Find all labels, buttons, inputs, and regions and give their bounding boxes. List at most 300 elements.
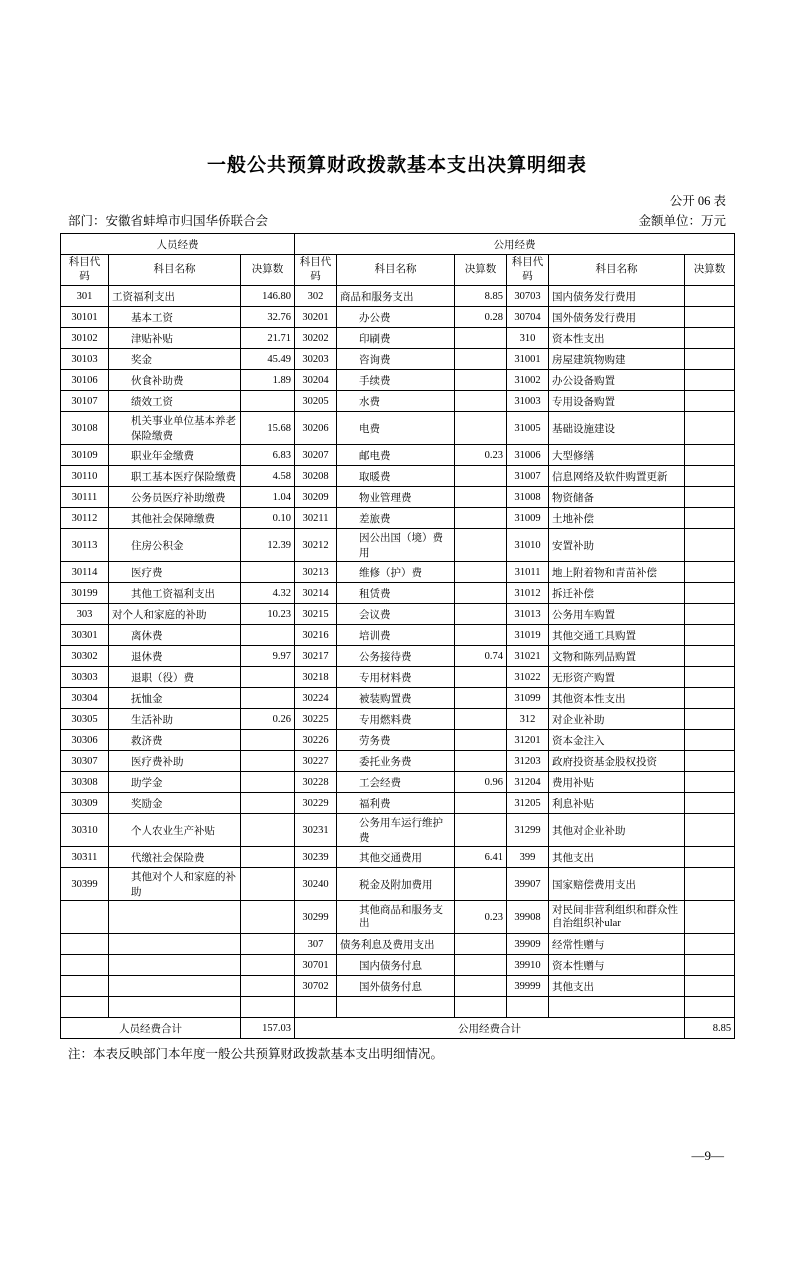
cell-final-value	[455, 583, 507, 604]
cell-subject-name: 其他工资福利支出	[109, 583, 241, 604]
cell-code: 30114	[61, 562, 109, 583]
cell-subject-name	[337, 997, 455, 1018]
cell-code: 30310	[61, 814, 109, 847]
group-header-public: 公用经费	[295, 234, 735, 255]
cell-code: 31011	[507, 562, 549, 583]
cell-code: 39910	[507, 955, 549, 976]
cell-final-value	[455, 487, 507, 508]
cell-code: 30103	[61, 349, 109, 370]
cell-subject-name: 房屋建筑物购建	[549, 349, 685, 370]
cell-final-value	[455, 604, 507, 625]
budget-table	[60, 233, 735, 1039]
cell-code: 31205	[507, 793, 549, 814]
cell-code: 307	[295, 934, 337, 955]
cell-final-value	[685, 847, 735, 868]
group-header-row	[61, 234, 735, 255]
cell-code: 30205	[295, 391, 337, 412]
cell-code	[61, 955, 109, 976]
cell-code: 30101	[61, 307, 109, 328]
cell-subject-name: 租赁费	[337, 583, 455, 604]
cell-code: 31204	[507, 772, 549, 793]
cell-subject-name: 债务利息及费用支出	[337, 934, 455, 955]
cell-final-value	[455, 391, 507, 412]
cell-final-value: 1.04	[241, 487, 295, 508]
cell-code	[507, 997, 549, 1018]
cell-subject-name: 机关事业单位基本养老保险缴费	[109, 412, 241, 445]
table-row	[61, 604, 735, 625]
header-code-3: 科目代码	[507, 255, 549, 286]
cell-final-value	[455, 562, 507, 583]
table-row	[61, 562, 735, 583]
cell-subject-name: 会议费	[337, 604, 455, 625]
cell-subject-name: 专用设备购置	[549, 391, 685, 412]
cell-final-value	[685, 529, 735, 562]
cell-subject-name: 劳务费	[337, 730, 455, 751]
cell-subject-name: 办公费	[337, 307, 455, 328]
cell-code: 30216	[295, 625, 337, 646]
cell-subject-name: 职工基本医疗保险缴费	[109, 466, 241, 487]
cell-code: 39907	[507, 868, 549, 901]
cell-subject-name: 信息网络及软件购置更新	[549, 466, 685, 487]
cell-final-value	[685, 286, 735, 307]
cell-code: 30111	[61, 487, 109, 508]
cell-subject-name: 退职（役）费	[109, 667, 241, 688]
table-row	[61, 709, 735, 730]
cell-final-value	[455, 328, 507, 349]
cell-code: 30309	[61, 793, 109, 814]
page-number: —9—	[691, 1148, 724, 1163]
cell-final-value	[685, 814, 735, 847]
cell-subject-name: 印刷费	[337, 328, 455, 349]
table-row	[61, 625, 735, 646]
table-row	[61, 997, 735, 1018]
cell-code: 30228	[295, 772, 337, 793]
cell-subject-name: 资本性支出	[549, 328, 685, 349]
cell-code: 30199	[61, 583, 109, 604]
cell-subject-name	[109, 901, 241, 934]
cell-code	[295, 997, 337, 1018]
cell-code: 30704	[507, 307, 549, 328]
cell-final-value	[685, 508, 735, 529]
cell-code: 30702	[295, 976, 337, 997]
cell-code: 312	[507, 709, 549, 730]
table-row	[61, 976, 735, 997]
table-row	[61, 370, 735, 391]
cell-subject-name: 税金及附加费用	[337, 868, 455, 901]
cell-final-value	[685, 868, 735, 901]
cell-final-value	[685, 328, 735, 349]
table-row	[61, 646, 735, 667]
department-line: 部门：安徽省蚌埠市归国华侨联合会	[68, 214, 269, 228]
cell-code: 39909	[507, 934, 549, 955]
cell-final-value	[685, 646, 735, 667]
table-row	[61, 793, 735, 814]
cell-subject-name: 资本性赠与	[549, 955, 685, 976]
cell-subject-name: 委托业务费	[337, 751, 455, 772]
header-name-3: 科目名称	[549, 255, 685, 286]
cell-final-value	[241, 901, 295, 934]
cell-code: 30107	[61, 391, 109, 412]
cell-subject-name: 奖金	[109, 349, 241, 370]
cell-final-value	[685, 625, 735, 646]
cell-code: 310	[507, 328, 549, 349]
cell-subject-name: 个人农业生产补贴	[109, 814, 241, 847]
cell-final-value: 0.74	[455, 646, 507, 667]
cell-subject-name: 资本金注入	[549, 730, 685, 751]
cell-code: 30208	[295, 466, 337, 487]
table-row	[61, 328, 735, 349]
cell-code	[61, 934, 109, 955]
cell-subject-name: 专用材料费	[337, 667, 455, 688]
cell-subject-name: 国外债务发行费用	[549, 307, 685, 328]
cell-final-value	[685, 934, 735, 955]
table-row	[61, 667, 735, 688]
cell-subject-name: 取暖费	[337, 466, 455, 487]
cell-subject-name: 邮电费	[337, 445, 455, 466]
page-title: 一般公共预算财政拨款基本支出决算明细表	[206, 155, 587, 176]
cell-subject-name: 离休费	[109, 625, 241, 646]
cell-subject-name: 大型修缮	[549, 445, 685, 466]
table-row	[61, 391, 735, 412]
table-row	[61, 772, 735, 793]
cell-code	[61, 976, 109, 997]
cell-code: 30209	[295, 487, 337, 508]
cell-subject-name: 政府投资基金股权投资	[549, 751, 685, 772]
cell-code: 30305	[61, 709, 109, 730]
cell-code: 30202	[295, 328, 337, 349]
cell-subject-name: 对民间非营利组织和群众性自治组织补ular	[549, 901, 685, 934]
cell-subject-name: 地上附着物和青苗补偿	[549, 562, 685, 583]
cell-subject-name: 工会经费	[337, 772, 455, 793]
cell-final-value	[685, 730, 735, 751]
header-name-2: 科目名称	[337, 255, 455, 286]
cell-final-value	[241, 868, 295, 901]
cell-subject-name: 国家赔偿费用支出	[549, 868, 685, 901]
cell-code: 30226	[295, 730, 337, 751]
cell-subject-name: 国内债务付息	[337, 955, 455, 976]
cell-code: 39908	[507, 901, 549, 934]
cell-subject-name: 手续费	[337, 370, 455, 391]
header-name-1: 科目名称	[109, 255, 241, 286]
cell-final-value: 1.89	[241, 370, 295, 391]
cell-final-value	[685, 391, 735, 412]
cell-code: 30703	[507, 286, 549, 307]
table-row	[61, 751, 735, 772]
cell-subject-name: 代缴社会保险费	[109, 847, 241, 868]
cell-subject-name: 对企业补助	[549, 709, 685, 730]
cell-code: 30203	[295, 349, 337, 370]
cell-final-value: 6.41	[455, 847, 507, 868]
public-number: 公开 06 表	[669, 194, 726, 208]
cell-final-value	[685, 349, 735, 370]
cell-code: 31299	[507, 814, 549, 847]
cell-code: 30240	[295, 868, 337, 901]
cell-subject-name: 工资福利支出	[109, 286, 241, 307]
cell-final-value	[241, 562, 295, 583]
cell-code	[61, 997, 109, 1018]
cell-subject-name: 其他支出	[549, 847, 685, 868]
cell-code: 303	[61, 604, 109, 625]
table-row	[61, 934, 735, 955]
cell-code: 31007	[507, 466, 549, 487]
cell-code: 30302	[61, 646, 109, 667]
cell-code: 30204	[295, 370, 337, 391]
cell-code: 31009	[507, 508, 549, 529]
cell-subject-name: 公务员医疗补助缴费	[109, 487, 241, 508]
cell-final-value	[685, 955, 735, 976]
cell-code: 31013	[507, 604, 549, 625]
cell-code: 302	[295, 286, 337, 307]
cell-subject-name: 奖励金	[109, 793, 241, 814]
cell-subject-name: 被装购置费	[337, 688, 455, 709]
cell-final-value	[241, 667, 295, 688]
cell-final-value: 6.83	[241, 445, 295, 466]
cell-final-value	[685, 901, 735, 934]
cell-code: 30224	[295, 688, 337, 709]
cell-final-value: 146.80	[241, 286, 295, 307]
cell-subject-name: 其他资本性支出	[549, 688, 685, 709]
cell-subject-name: 生活补助	[109, 709, 241, 730]
cell-final-value	[685, 562, 735, 583]
document-page	[0, 150, 794, 1272]
cell-subject-name: 助学金	[109, 772, 241, 793]
cell-subject-name	[109, 997, 241, 1018]
cell-subject-name: 文物和陈列品购置	[549, 646, 685, 667]
cell-code: 30307	[61, 751, 109, 772]
table-row	[61, 349, 735, 370]
cell-subject-name: 救济费	[109, 730, 241, 751]
cell-subject-name: 基本工资	[109, 307, 241, 328]
cell-subject-name: 利息补贴	[549, 793, 685, 814]
cell-final-value	[455, 751, 507, 772]
cell-code: 30217	[295, 646, 337, 667]
table-row	[61, 955, 735, 976]
cell-final-value: 4.58	[241, 466, 295, 487]
cell-final-value: 4.32	[241, 583, 295, 604]
cell-final-value: 8.85	[455, 286, 507, 307]
cell-final-value	[455, 370, 507, 391]
cell-final-value	[685, 709, 735, 730]
cell-code: 30218	[295, 667, 337, 688]
cell-code: 31003	[507, 391, 549, 412]
cell-subject-name	[549, 997, 685, 1018]
cell-code: 30106	[61, 370, 109, 391]
cell-final-value	[455, 868, 507, 901]
cell-code: 31019	[507, 625, 549, 646]
cell-code: 30109	[61, 445, 109, 466]
cell-subject-name: 公务用车运行维护费	[337, 814, 455, 847]
cell-final-value: 0.28	[455, 307, 507, 328]
cell-subject-name: 基础设施建设	[549, 412, 685, 445]
cell-subject-name: 伙食补助费	[109, 370, 241, 391]
table-row	[61, 730, 735, 751]
cell-subject-name: 公务用车购置	[549, 604, 685, 625]
cell-subject-name: 办公设备购置	[549, 370, 685, 391]
cell-code: 30211	[295, 508, 337, 529]
cell-final-value	[685, 772, 735, 793]
cell-final-value	[455, 667, 507, 688]
cell-final-value	[455, 412, 507, 445]
cell-final-value	[685, 583, 735, 604]
cell-code: 30112	[61, 508, 109, 529]
cell-subject-name: 住房公积金	[109, 529, 241, 562]
cell-code: 30229	[295, 793, 337, 814]
cell-code: 31012	[507, 583, 549, 604]
table-row	[61, 412, 735, 445]
cell-subject-name: 电费	[337, 412, 455, 445]
cell-subject-name: 津贴补贴	[109, 328, 241, 349]
cell-code: 30239	[295, 847, 337, 868]
cell-subject-name: 抚恤金	[109, 688, 241, 709]
cell-final-value	[685, 976, 735, 997]
cell-final-value	[685, 370, 735, 391]
cell-subject-name: 医疗费	[109, 562, 241, 583]
cell-final-value	[455, 814, 507, 847]
public-total-label: 公用经费合计	[295, 1018, 685, 1039]
cell-code: 30225	[295, 709, 337, 730]
cell-code: 30701	[295, 955, 337, 976]
cell-code: 30308	[61, 772, 109, 793]
cell-subject-name: 医疗费补助	[109, 751, 241, 772]
cell-final-value	[685, 412, 735, 445]
cell-final-value: 0.26	[241, 709, 295, 730]
column-header-row	[61, 255, 735, 286]
cell-final-value	[455, 625, 507, 646]
cell-code: 30231	[295, 814, 337, 847]
group-header-personnel: 人员经费	[61, 234, 295, 255]
cell-final-value: 32.76	[241, 307, 295, 328]
cell-subject-name: 退休费	[109, 646, 241, 667]
cell-code: 30303	[61, 667, 109, 688]
table-row	[61, 286, 735, 307]
cell-code: 31001	[507, 349, 549, 370]
cell-final-value: 0.96	[455, 772, 507, 793]
cell-code: 30206	[295, 412, 337, 445]
cell-final-value	[455, 466, 507, 487]
cell-code: 31022	[507, 667, 549, 688]
cell-code: 31008	[507, 487, 549, 508]
cell-final-value	[685, 307, 735, 328]
cell-code: 30215	[295, 604, 337, 625]
amount-unit: 金额单位：万元	[638, 214, 726, 228]
cell-final-value	[241, 751, 295, 772]
cell-subject-name: 培训费	[337, 625, 455, 646]
cell-subject-name: 对个人和家庭的补助	[109, 604, 241, 625]
cell-subject-name	[109, 976, 241, 997]
cell-code: 30301	[61, 625, 109, 646]
cell-subject-name: 国外债务付息	[337, 976, 455, 997]
cell-code: 30212	[295, 529, 337, 562]
cell-subject-name: 国内债务发行费用	[549, 286, 685, 307]
cell-subject-name: 安置补助	[549, 529, 685, 562]
cell-code: 31203	[507, 751, 549, 772]
personnel-total-value: 157.03	[241, 1018, 295, 1039]
cell-subject-name: 其他交通费用	[337, 847, 455, 868]
cell-final-value	[241, 688, 295, 709]
cell-final-value	[455, 688, 507, 709]
cell-subject-name: 费用补贴	[549, 772, 685, 793]
cell-final-value	[241, 997, 295, 1018]
cell-code: 30214	[295, 583, 337, 604]
cell-final-value	[455, 508, 507, 529]
table-row	[61, 901, 735, 934]
cell-final-value	[455, 976, 507, 997]
cell-final-value	[455, 709, 507, 730]
cell-code: 30304	[61, 688, 109, 709]
cell-code: 30213	[295, 562, 337, 583]
cell-code: 30207	[295, 445, 337, 466]
table-note: 注：本表反映部门本年度一般公共预算财政拨款基本支出明细情况。	[68, 1047, 444, 1061]
cell-code: 30306	[61, 730, 109, 751]
cell-code: 30227	[295, 751, 337, 772]
cell-subject-name: 其他社会保障缴费	[109, 508, 241, 529]
cell-code: 31006	[507, 445, 549, 466]
cell-final-value	[241, 847, 295, 868]
cell-final-value: 45.49	[241, 349, 295, 370]
cell-subject-name: 福利费	[337, 793, 455, 814]
cell-code: 31099	[507, 688, 549, 709]
cell-final-value: 0.23	[455, 445, 507, 466]
cell-final-value	[241, 391, 295, 412]
cell-final-value	[241, 976, 295, 997]
cell-subject-name: 职业年金缴费	[109, 445, 241, 466]
cell-subject-name: 拆迁补偿	[549, 583, 685, 604]
cell-code: 31005	[507, 412, 549, 445]
table-row	[61, 847, 735, 868]
cell-code: 31002	[507, 370, 549, 391]
cell-code: 30311	[61, 847, 109, 868]
cell-code	[61, 901, 109, 934]
public-total-value: 8.85	[685, 1018, 735, 1039]
cell-code: 30113	[61, 529, 109, 562]
table-row	[61, 445, 735, 466]
cell-final-value: 9.97	[241, 646, 295, 667]
cell-final-value	[241, 814, 295, 847]
table-row	[61, 508, 735, 529]
cell-subject-name: 水费	[337, 391, 455, 412]
cell-subject-name: 无形资产购置	[549, 667, 685, 688]
cell-final-value	[455, 934, 507, 955]
cell-subject-name: 差旅费	[337, 508, 455, 529]
cell-code: 31201	[507, 730, 549, 751]
cell-code: 30108	[61, 412, 109, 445]
cell-final-value	[685, 445, 735, 466]
cell-subject-name: 商品和服务支出	[337, 286, 455, 307]
cell-final-value	[685, 604, 735, 625]
cell-subject-name: 其他对个人和家庭的补助	[109, 868, 241, 901]
table-row	[61, 868, 735, 901]
cell-subject-name	[109, 934, 241, 955]
cell-subject-name: 公务接待费	[337, 646, 455, 667]
cell-subject-name: 因公出国（境）费用	[337, 529, 455, 562]
cell-code: 30201	[295, 307, 337, 328]
cell-final-value	[685, 487, 735, 508]
department-row	[60, 211, 734, 229]
cell-final-value: 10.23	[241, 604, 295, 625]
cell-code: 31010	[507, 529, 549, 562]
table-row	[61, 583, 735, 604]
cell-subject-name: 绩效工资	[109, 391, 241, 412]
cell-code: 30110	[61, 466, 109, 487]
cell-final-value: 0.10	[241, 508, 295, 529]
cell-final-value	[685, 466, 735, 487]
cell-final-value: 12.39	[241, 529, 295, 562]
cell-final-value	[455, 997, 507, 1018]
cell-final-value	[241, 793, 295, 814]
cell-final-value	[685, 997, 735, 1018]
cell-subject-name: 维修（护）费	[337, 562, 455, 583]
header-code-2: 科目代码	[295, 255, 337, 286]
